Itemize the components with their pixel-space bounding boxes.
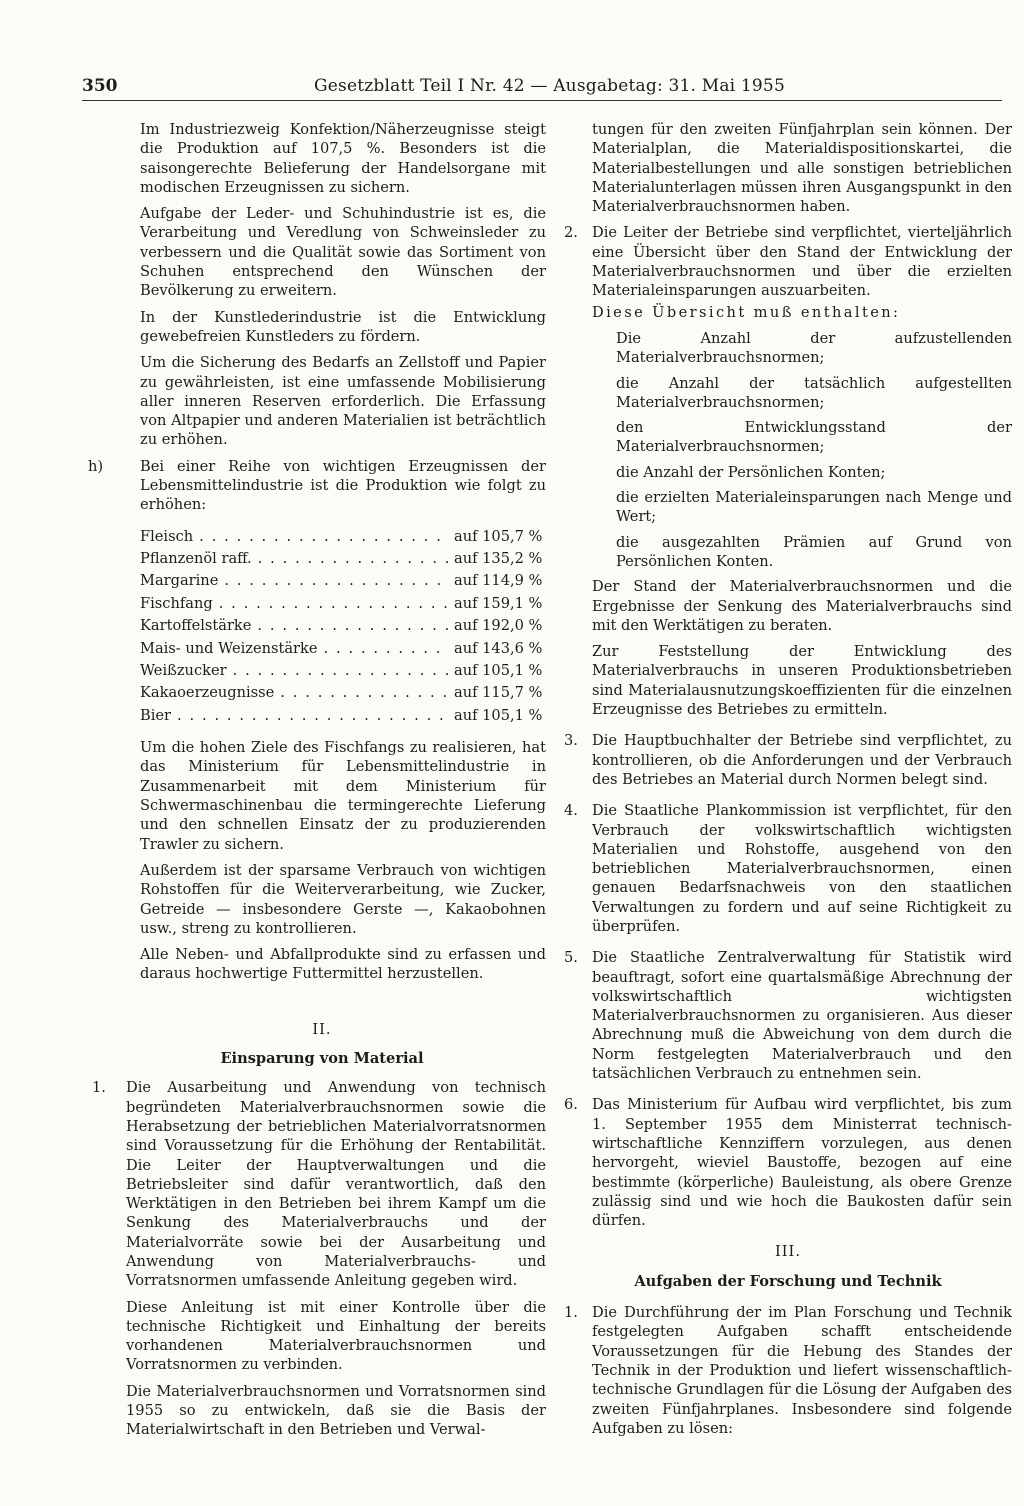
page-header bbox=[82, 74, 1002, 101]
paragraph: Die Staatliche Zentralverwaltung für Statistik wird beauftragt, sofort eine quartalsmäßige Abrechnung der volkswirtschaftlich wichtigsten Materialverbrauchsnormen zu organisieren. Aus dieser Abrechnung muß die Abweichung von dem durch die Norm festgelegten Materialverbrauch und den tatsächlichen Verbrauch zu entnehmen sein. bbox=[592, 949, 1012, 1083]
row-value: auf 105,1 % bbox=[454, 661, 543, 679]
row-name: Bier bbox=[140, 706, 172, 724]
section-number: II. bbox=[312, 1020, 332, 1038]
table-row bbox=[140, 594, 550, 616]
list-marker: 3. bbox=[564, 732, 578, 750]
row-name: Mais- und Weizenstärke bbox=[140, 639, 318, 657]
table-row bbox=[140, 527, 550, 549]
paragraph: Der Stand der Materialverbrauchsnormen und die Ergebnisse der Senkung des Materialverbrauchs sind mit den Werktätigen zu beraten. bbox=[592, 578, 1012, 634]
paragraph: Um die hohen Ziele des Fischfangs zu realisieren, hat das Ministerium für Lebensmittelindustrie in Zusammenarbeit mit dem Ministerium für Schwermaschinenbau die termingerechte Lieferung und den schnellen Einsatz der zu produzierenden Trawler zu sichern. bbox=[140, 739, 546, 853]
paragraph: Das Ministerium für Aufbau wird verpflichtet, bis zum 1. September 1955 dem Ministerrat technisch-wirtschaftliche Kennziffern vorzulegen, aus denen hervorgeht, wieviel Baustoffe, bezogen auf eine bestimmte (körperliche) Bauleistung, als obere Grenze zulässig sind und wie hoch die Baukosten dafür sein dürfen. bbox=[592, 1096, 1012, 1230]
left-column bbox=[88, 120, 546, 1452]
list-item-3 bbox=[564, 731, 1012, 789]
list-item-r1 bbox=[564, 1303, 1012, 1438]
list-item-5 bbox=[564, 948, 1012, 1083]
table-row bbox=[140, 683, 550, 705]
paragraph: Im Industriezweig Konfektion/Näherzeugnisse steigt die Produktion auf 107,5 %. Besonders ist die saisongerechte Belieferung der Handelsorgane mit modischen Erzeugnissen zu sichern. bbox=[140, 121, 546, 196]
row-value: auf 135,2 % bbox=[454, 550, 543, 568]
list-item-4 bbox=[564, 801, 1012, 936]
paragraph: Die Staatliche Plankommission ist verpflichtet, für den Verbrauch der volkswirtschaftlich wichtigsten Materialien und Rohstoffe, ausgehend von den betrieblichen Materialverbrauchsnormen, einen genauen Bedarfsnachweis von den staatlichen Verwaltungen zu fordern und auf seine Richtigkeit zu überprüfen. bbox=[592, 802, 1012, 935]
paragraph: Die Hauptbuchhalter der Betriebe sind verpflichtet, zu kontrollieren, ob die Anforderungen und der Verbrauch des Betriebes an Material durch Normen belegt sind. bbox=[592, 732, 1012, 788]
row-name: Fischfang bbox=[140, 594, 213, 612]
list-marker: 2. bbox=[564, 224, 578, 242]
paragraph: Diese Anleitung ist mit einer Kontrolle über die technische Richtigkeit und Einhaltung der bereits vorhandenen Materialverbrauchsnormen und Vorratsnormen zu verbinden. bbox=[126, 1298, 546, 1374]
paragraph: Um die Sicherung des Bedarfs an Zellstoff und Papier zu gewährleisten, ist eine umfassende Mobilisierung aller inneren Reserven erforderlich. Die Erfassung von Altpapier und anderen Materialien ist beträchtlich zu erhöhen. bbox=[140, 354, 546, 449]
paragraph: Die Leiter der Betriebe sind verpflichtet, vierteljährlich eine Übersicht über den Stand der Entwicklung der Materialverbrauchsnormen und über die erzielten Materialeinsparungen auszuarbeiten. bbox=[592, 224, 1012, 300]
row-name: Kartoffelstärke bbox=[140, 617, 252, 635]
list-item-2 bbox=[564, 223, 1012, 719]
list-marker: 5. bbox=[564, 949, 578, 967]
sub-item: die erzielten Materialeinsparungen nach Menge und Wert; bbox=[616, 489, 1012, 526]
table-row bbox=[140, 571, 550, 593]
sub-item: die Anzahl der tatsächlich aufgestellten Materialverbrauchsnormen; bbox=[616, 374, 1012, 411]
row-value: auf 192,0 % bbox=[454, 617, 543, 635]
row-name: Margarine bbox=[140, 572, 219, 590]
spaced-heading: Diese Übersicht muß enthalten: bbox=[592, 303, 901, 321]
row-name: Weißzucker bbox=[140, 661, 227, 679]
paragraph: In der Kunstlederindustrie ist die Entwicklung gewebefreien Kunstleders zu fördern. bbox=[140, 308, 546, 345]
paragraph: Zur Feststellung der Entwicklung des Materialverbrauchs in unseren Produktionsbetrieben sind Materialausnutzungskoeffizienten für die einzelnen Erzeugnisse des Betriebes zu ermitteln. bbox=[592, 643, 1012, 719]
row-value: auf 143,6 % bbox=[454, 639, 543, 657]
paragraph: Die Ausarbeitung und Anwendung von technisch begründeten Materialverbrauchsnormen sowie die Herabsetzung der betrieblichen Materialvorratsnormen sind Voraussetzung für die Erhöhung der Rentabilität. Die Leiter der Hauptverwaltungen und die Betriebsleiter sind dafür verantwortlich, daß den Werktätigen in den Betrieben bei ihrem Kampf um die Senkung des Materialverbrauchs und der Materialvorräte sowie bei der Ausarbeitung und Anwendung von Materialverbrauchs- und Vorratsnormen umfassende Anleitung gegeben wird. bbox=[126, 1079, 546, 1290]
row-value: auf 159,1 % bbox=[454, 594, 543, 612]
table-row bbox=[140, 616, 550, 638]
list-item-1 bbox=[92, 1078, 546, 1439]
row-name: Kakaoerzeugnisse bbox=[140, 684, 275, 702]
row-value: auf 105,7 % bbox=[454, 527, 543, 545]
sub-item: Die Anzahl der aufzustellenden Materialverbrauchsnormen; bbox=[616, 329, 1012, 367]
list-marker: 1. bbox=[564, 1304, 578, 1322]
row-value: auf 114,9 % bbox=[454, 572, 543, 590]
sub-item: die ausgezahlten Prämien auf Grund von Persönlichen Konten. bbox=[616, 533, 1012, 570]
paragraph: Aufgabe der Leder- und Schuhindustrie ist es, die Verarbeitung und Veredlung von Schweinsleder zu verbessern und die Qualität sowie das Sortiment von Schuhen entsprechend den Wünschen der Bevölkerung zu erweitern. bbox=[140, 205, 546, 300]
row-value: auf 115,7 % bbox=[454, 684, 543, 702]
paragraph: Außerdem ist der sparsame Verbrauch von wichtigen Rohstoffen für die Weiterverarbeitung, wie Zucker, Getreide — insbesondere Gerste —, Kakaobohnen usw., streng zu kontrollieren. bbox=[140, 861, 546, 937]
list-marker: 4. bbox=[564, 802, 578, 820]
sub-item: die Anzahl der Persönlichen Konten; bbox=[616, 463, 886, 481]
section-title: Einsparung von Material bbox=[220, 1050, 424, 1068]
paragraph: Bei einer Reihe von wichtigen Erzeugnissen der Lebensmittelindustrie ist die Produktion wie folgt zu erhöhen: bbox=[140, 457, 546, 514]
section-title: Aufgaben der Forschung und Technik bbox=[634, 1272, 942, 1290]
right-column bbox=[564, 120, 1012, 1450]
production-table bbox=[140, 527, 550, 729]
paragraph: Die Materialverbrauchsnormen und Vorratsnormen sind 1955 so zu entwickeln, daß sie die Basis der Materialwirtschaft in den Betrieben und Verwal- bbox=[126, 1382, 546, 1439]
table-row bbox=[140, 706, 550, 728]
row-name: Fleisch bbox=[140, 527, 194, 545]
row-value: auf 105,1 % bbox=[454, 706, 543, 724]
list-item-h bbox=[88, 457, 546, 515]
paragraph: tungen für den zweiten Fünfjahrplan sein können. Der Materialplan, die Materialdispositionskartei, die Materialbestellungen und alle sonstigen betrieblichen Materialunterlagen müssen ihren Ausgangspunkt in den Materialverbrauchsnormen haben. bbox=[592, 121, 1012, 216]
list-item-6 bbox=[564, 1095, 1012, 1230]
paragraph: Alle Neben- und Abfallprodukte sind zu erfassen und daraus hochwertige Futtermittel herzustellen. bbox=[140, 946, 546, 983]
table-row bbox=[140, 549, 550, 571]
table-row bbox=[140, 661, 550, 683]
paragraph: Die Durchführung der im Plan Forschung und Technik festgelegten Aufgaben schafft entscheidende Voraussetzungen für die Hebung des Standes der Technik in der Produktion und liefert wissenschaftlich-technische Grundlagen für die Lösung der Aufgaben des zweiten Fünfjahrplanes. Insbesondere sind folgende Aufgaben zu lösen: bbox=[592, 1304, 1012, 1437]
section-number: III. bbox=[775, 1243, 801, 1261]
list-marker: 1. bbox=[92, 1079, 106, 1097]
header-title: Gesetzblatt Teil I Nr. 42 — Ausgabetag: 31. Mai 1955 bbox=[314, 76, 785, 96]
sub-item: den Entwicklungsstand der Materialverbrauchsnormen; bbox=[616, 419, 1012, 456]
page-number: 350 bbox=[82, 76, 118, 96]
table-row bbox=[140, 639, 550, 661]
row-name: Pflanzenöl raff. bbox=[140, 550, 252, 568]
list-marker: 6. bbox=[564, 1096, 578, 1114]
list-marker: h) bbox=[88, 457, 104, 475]
